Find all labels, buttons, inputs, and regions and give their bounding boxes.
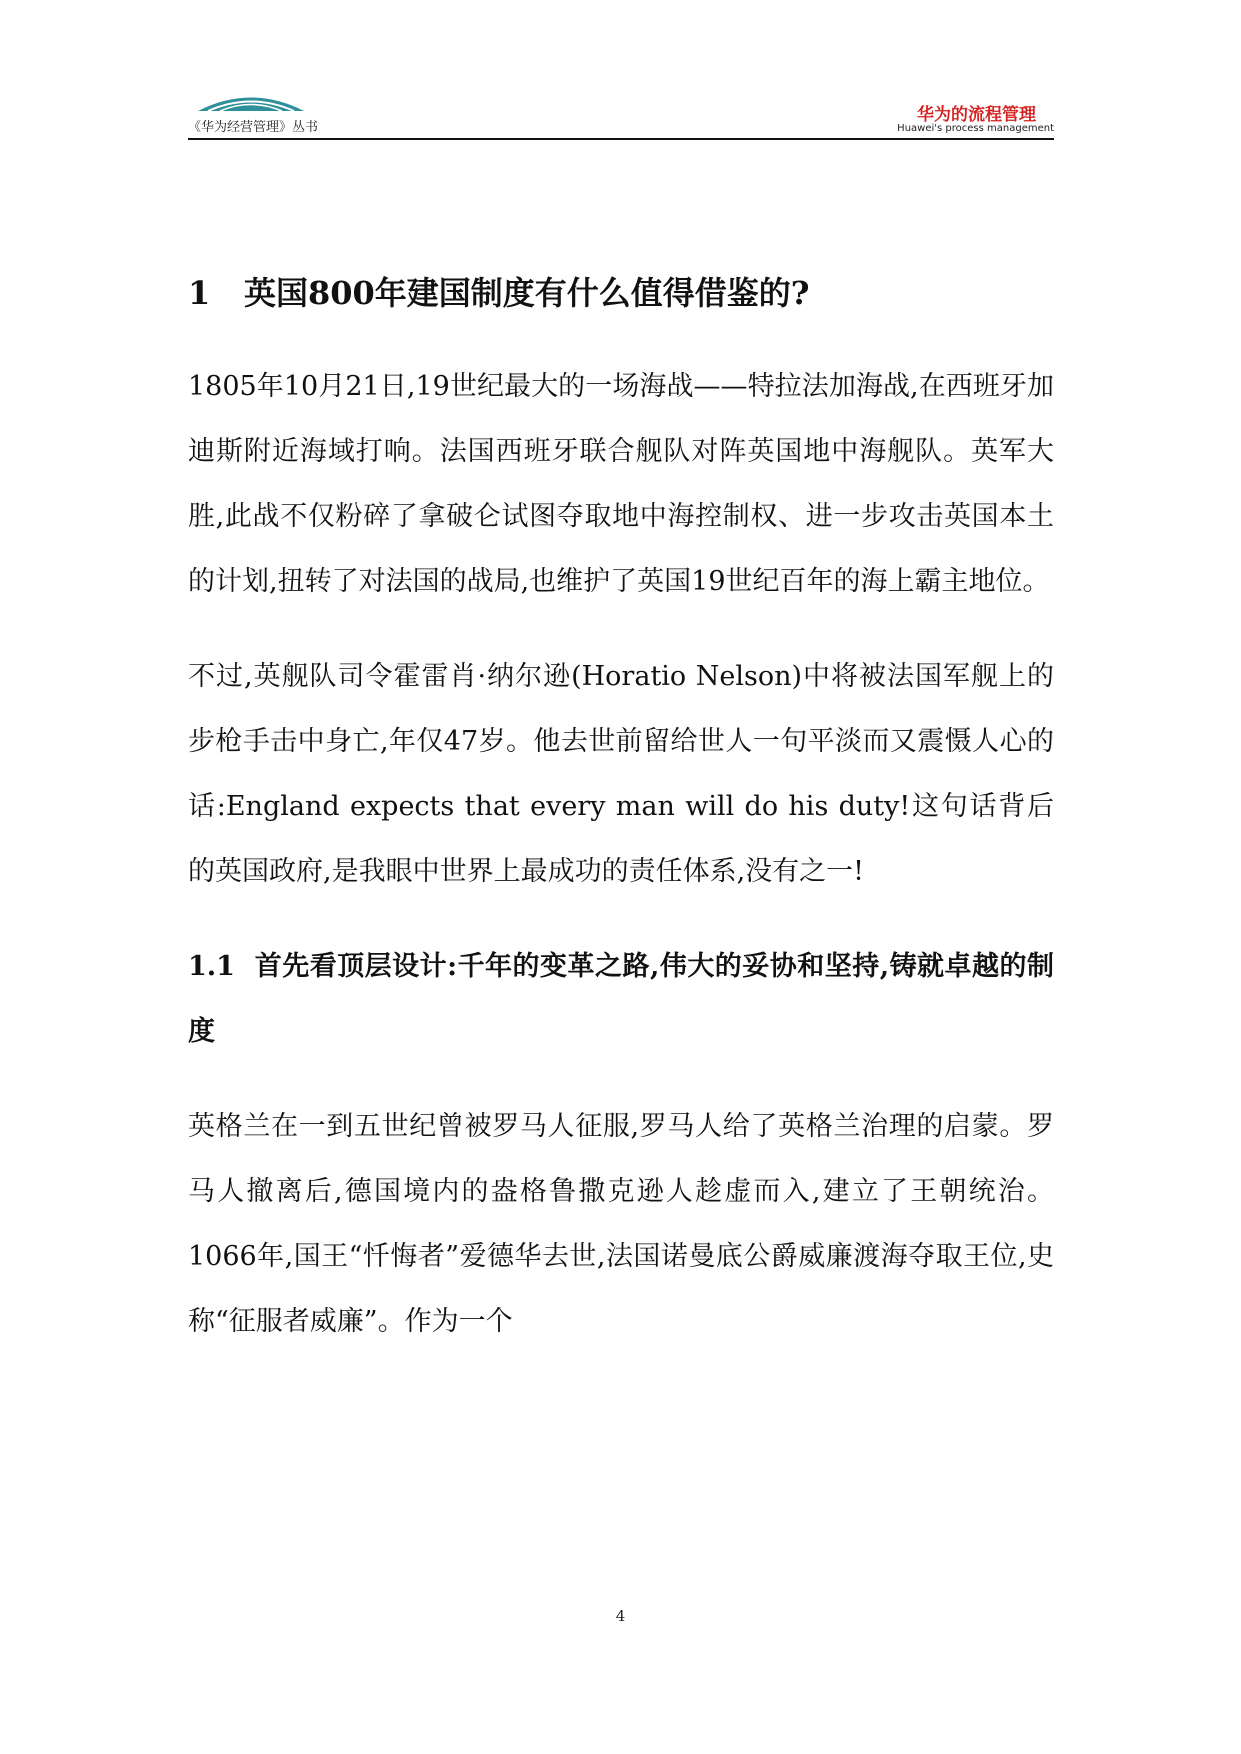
book-title: 华为的流程管理 bbox=[917, 105, 1036, 125]
section-title bbox=[188, 934, 1054, 1064]
body-paragraph: 不过,英舰队司令霍雷肖·纳尔逊(Horatio Nelson)中将被法国军舰上的步枪手击中身亡,年仅47岁。他去世前留给世人一句平淡而又震慑人心的话:England expects that every man will do his duty!这句话背后的英国政府,是我眼中世界上最成功的责任体系,没有之一! bbox=[188, 661, 1054, 887]
chapter-title-text: 英国800年建国制度有什么值得借鉴的? bbox=[244, 274, 810, 312]
page-number: 4 bbox=[615, 1607, 626, 1625]
page-header bbox=[188, 88, 1054, 140]
page-content bbox=[188, 262, 1054, 1354]
body-paragraph: 英格兰在一到五世纪曾被罗马人征服,罗马人给了英格兰治理的启蒙。罗马人撤离后,德国境内的盎格鲁撒克逊人趁虚而入,建立了王朝统治。1066年,国王“忏悔者”爱德华去世,法国诺曼底公爵威廉渡海夺取王位,史称“征服者威廉”。作为一个 bbox=[188, 1111, 1054, 1337]
chapter-title bbox=[188, 262, 1054, 324]
book-title-english: Huawei's process management bbox=[897, 123, 1054, 134]
body-paragraph: 1805年10月21日,19世纪最大的一场海战——特拉法加海战,在西班牙加迪斯附近海域打响。法国西班牙联合舰队对阵英国地中海舰队。英军大胜,此战不仅粉碎了拿破仑试图夺取地中海控制权、进一步攻击英国本土的计划,扭转了对法国的战局,也维护了英国19世纪百年的海上霸主地位。 bbox=[188, 371, 1054, 597]
chapter-number: 1 bbox=[188, 274, 211, 312]
section-number: 1.1 bbox=[188, 951, 235, 982]
series-name: 《华为经营管理》丛书 bbox=[188, 120, 319, 135]
section-title-text: 首先看顶层设计:千年的变革之路,伟大的妥协和坚持,铸就卓越的制度 bbox=[188, 951, 1054, 1047]
mountain-arc-logo-icon bbox=[196, 88, 306, 112]
header-divider bbox=[188, 138, 1054, 140]
